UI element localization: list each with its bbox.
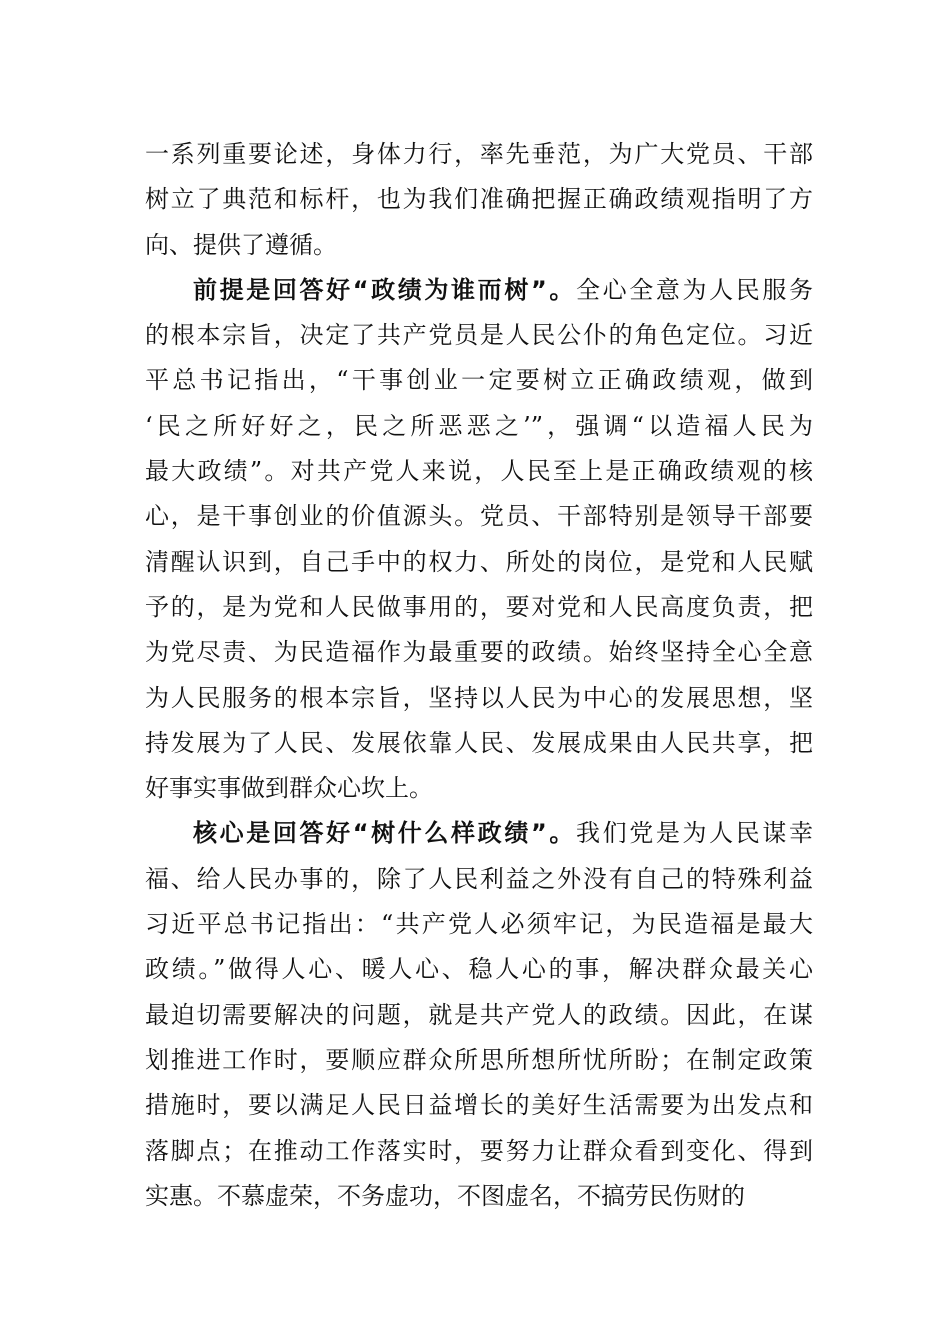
text-line: 实惠。不慕虚荣，不务虚功，不图虚名，不搞劳民伤财的 [145, 1181, 745, 1210]
text-line: 习近平总书记指出：“共产党人必须牢记，为民造福是最大 [145, 910, 813, 939]
text-line: 为党尽责、为民造福作为最重要的政绩。始终坚持全心全意 [145, 638, 813, 667]
text-line: ‘民之所好好之，民之所恶恶之’”，强调“以造福人民为 [145, 411, 813, 440]
paragraph-heading: 核心是回答好“树什么样政绩”。 [193, 819, 576, 848]
text-line: 予的，是为党和人民做事用的，要对党和人民高度负责，把 [145, 592, 813, 621]
text-line: 落脚点；在推动工作落实时，要努力让群众看到变化、得到 [145, 1136, 813, 1165]
text-line: 最迫切需要解决的问题，就是共产党人的政绩。因此，在谋 [145, 1000, 813, 1029]
text-line: 福、给人民办事的，除了人民利益之外没有自己的特殊利益 [145, 864, 813, 893]
text-line: 持发展为了人民、发展依靠人民、发展成果由人民共享，把 [145, 728, 813, 757]
text-line: 树立了典范和标杆，也为我们准确把握正确政绩观指明了方 [145, 185, 813, 214]
text-line: 向、提供了遵循。 [145, 230, 337, 259]
paragraph-first-line [145, 811, 813, 856]
document-body [145, 132, 813, 1219]
paragraph-text: 我们党是为人民谋幸 [575, 819, 813, 848]
text-line: 好事实事做到群众心坎上。 [145, 774, 433, 803]
text-line: 措施时，要以满足人民日益增长的美好生活需要为出发点和 [145, 1091, 813, 1120]
text-line: 政绩。”做得人心、暖人心、稳人心的事，解决群众最关心 [145, 955, 813, 984]
text-line: 为人民服务的根本宗旨，坚持以人民为中心的发展思想，坚 [145, 683, 813, 712]
text-line: 一系列重要论述，身体力行，率先垂范，为广大党员、干部 [145, 140, 813, 168]
text-line: 的根本宗旨，决定了共产党员是人民公仆的角色定位。习近 [145, 321, 813, 350]
text-line: 最大政绩”。对共产党人来说，人民至上是正确政绩观的核 [145, 457, 813, 486]
paragraph-text: 全心全意为人民服务 [575, 275, 813, 304]
text-line: 划推进工作时，要顺应群众所思所想所忧所盼；在制定政策 [145, 1045, 813, 1074]
text-line: 平总书记指出，“干事创业一定要树立正确政绩观，做到 [145, 366, 813, 395]
paragraph-heading: 前提是回答好“政绩为谁而树”。 [193, 275, 576, 304]
text-line: 心，是干事创业的价值源头。党员、干部特别是领导干部要 [145, 502, 813, 531]
text-line: 清醒认识到，自己手中的权力、所处的岗位，是党和人民赋 [145, 547, 813, 576]
paragraph-first-line [145, 268, 813, 313]
